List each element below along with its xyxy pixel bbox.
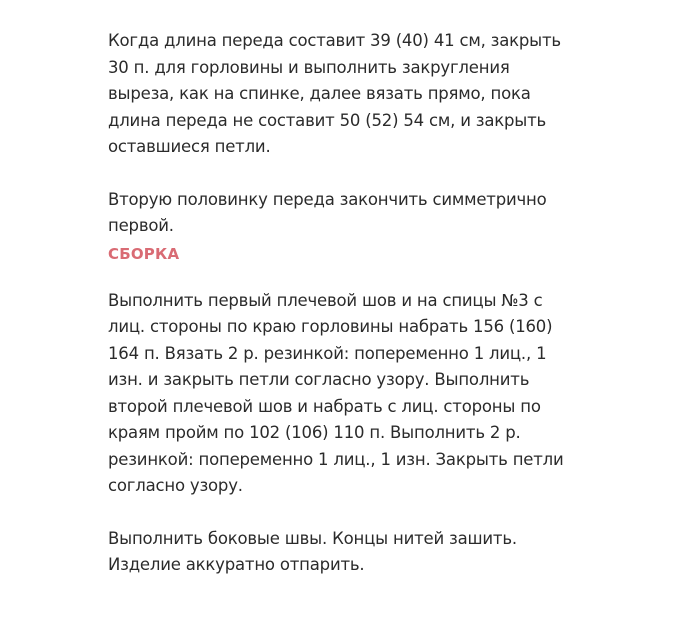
text-line: изн. и закрыть петли согласно узору. Выполнить bbox=[108, 370, 530, 389]
text-line: Выполнить первый плечевой шов и на спицы №3 с bbox=[108, 290, 543, 310]
text-line: выреза, как на спинке, далее вязать прямо, пока bbox=[108, 84, 531, 103]
text-line: Выполнить боковые швы. Концы нитей зашить. bbox=[108, 528, 517, 548]
text-line: длина переда не составит 50 (52) 54 см, и закрыть bbox=[108, 110, 547, 130]
text-line: первой. bbox=[108, 216, 174, 235]
text-line: Когда длина переда составит 39 (40) 41 см, закрыть bbox=[108, 31, 561, 50]
text-line: второй плечевой шов и набрать с лиц. стороны по bbox=[108, 396, 541, 416]
paragraph-front-neckline bbox=[108, 28, 578, 161]
paragraph-finishing bbox=[108, 526, 578, 579]
text-line: резинкой: попеременно 1 лиц., 1 изн. Закрыть петли bbox=[108, 449, 564, 469]
section-title-assembly: СБОРКА bbox=[108, 244, 180, 263]
paragraph-assembly-steps bbox=[108, 288, 578, 500]
document-page bbox=[108, 28, 578, 579]
text-line: Вторую половинку переда закончить симметрично bbox=[108, 189, 547, 209]
text-line: оставшиеся петли. bbox=[108, 137, 271, 156]
text-line: лиц. стороны по краю горловины набрать 156 (160) bbox=[108, 317, 553, 336]
text-line: краям пройм по 102 (106) 110 п. Выполнить 2 р. bbox=[108, 423, 521, 442]
paragraph-second-half bbox=[108, 187, 578, 240]
text-line: 30 п. для горловины и выполнить закругления bbox=[108, 57, 510, 77]
text-line: 164 п. Вязать 2 р. резинкой: попеременно 1 лиц., 1 bbox=[108, 343, 547, 363]
text-line: согласно узору. bbox=[108, 476, 243, 495]
text-line: Изделие аккуратно отпарить. bbox=[108, 555, 365, 574]
